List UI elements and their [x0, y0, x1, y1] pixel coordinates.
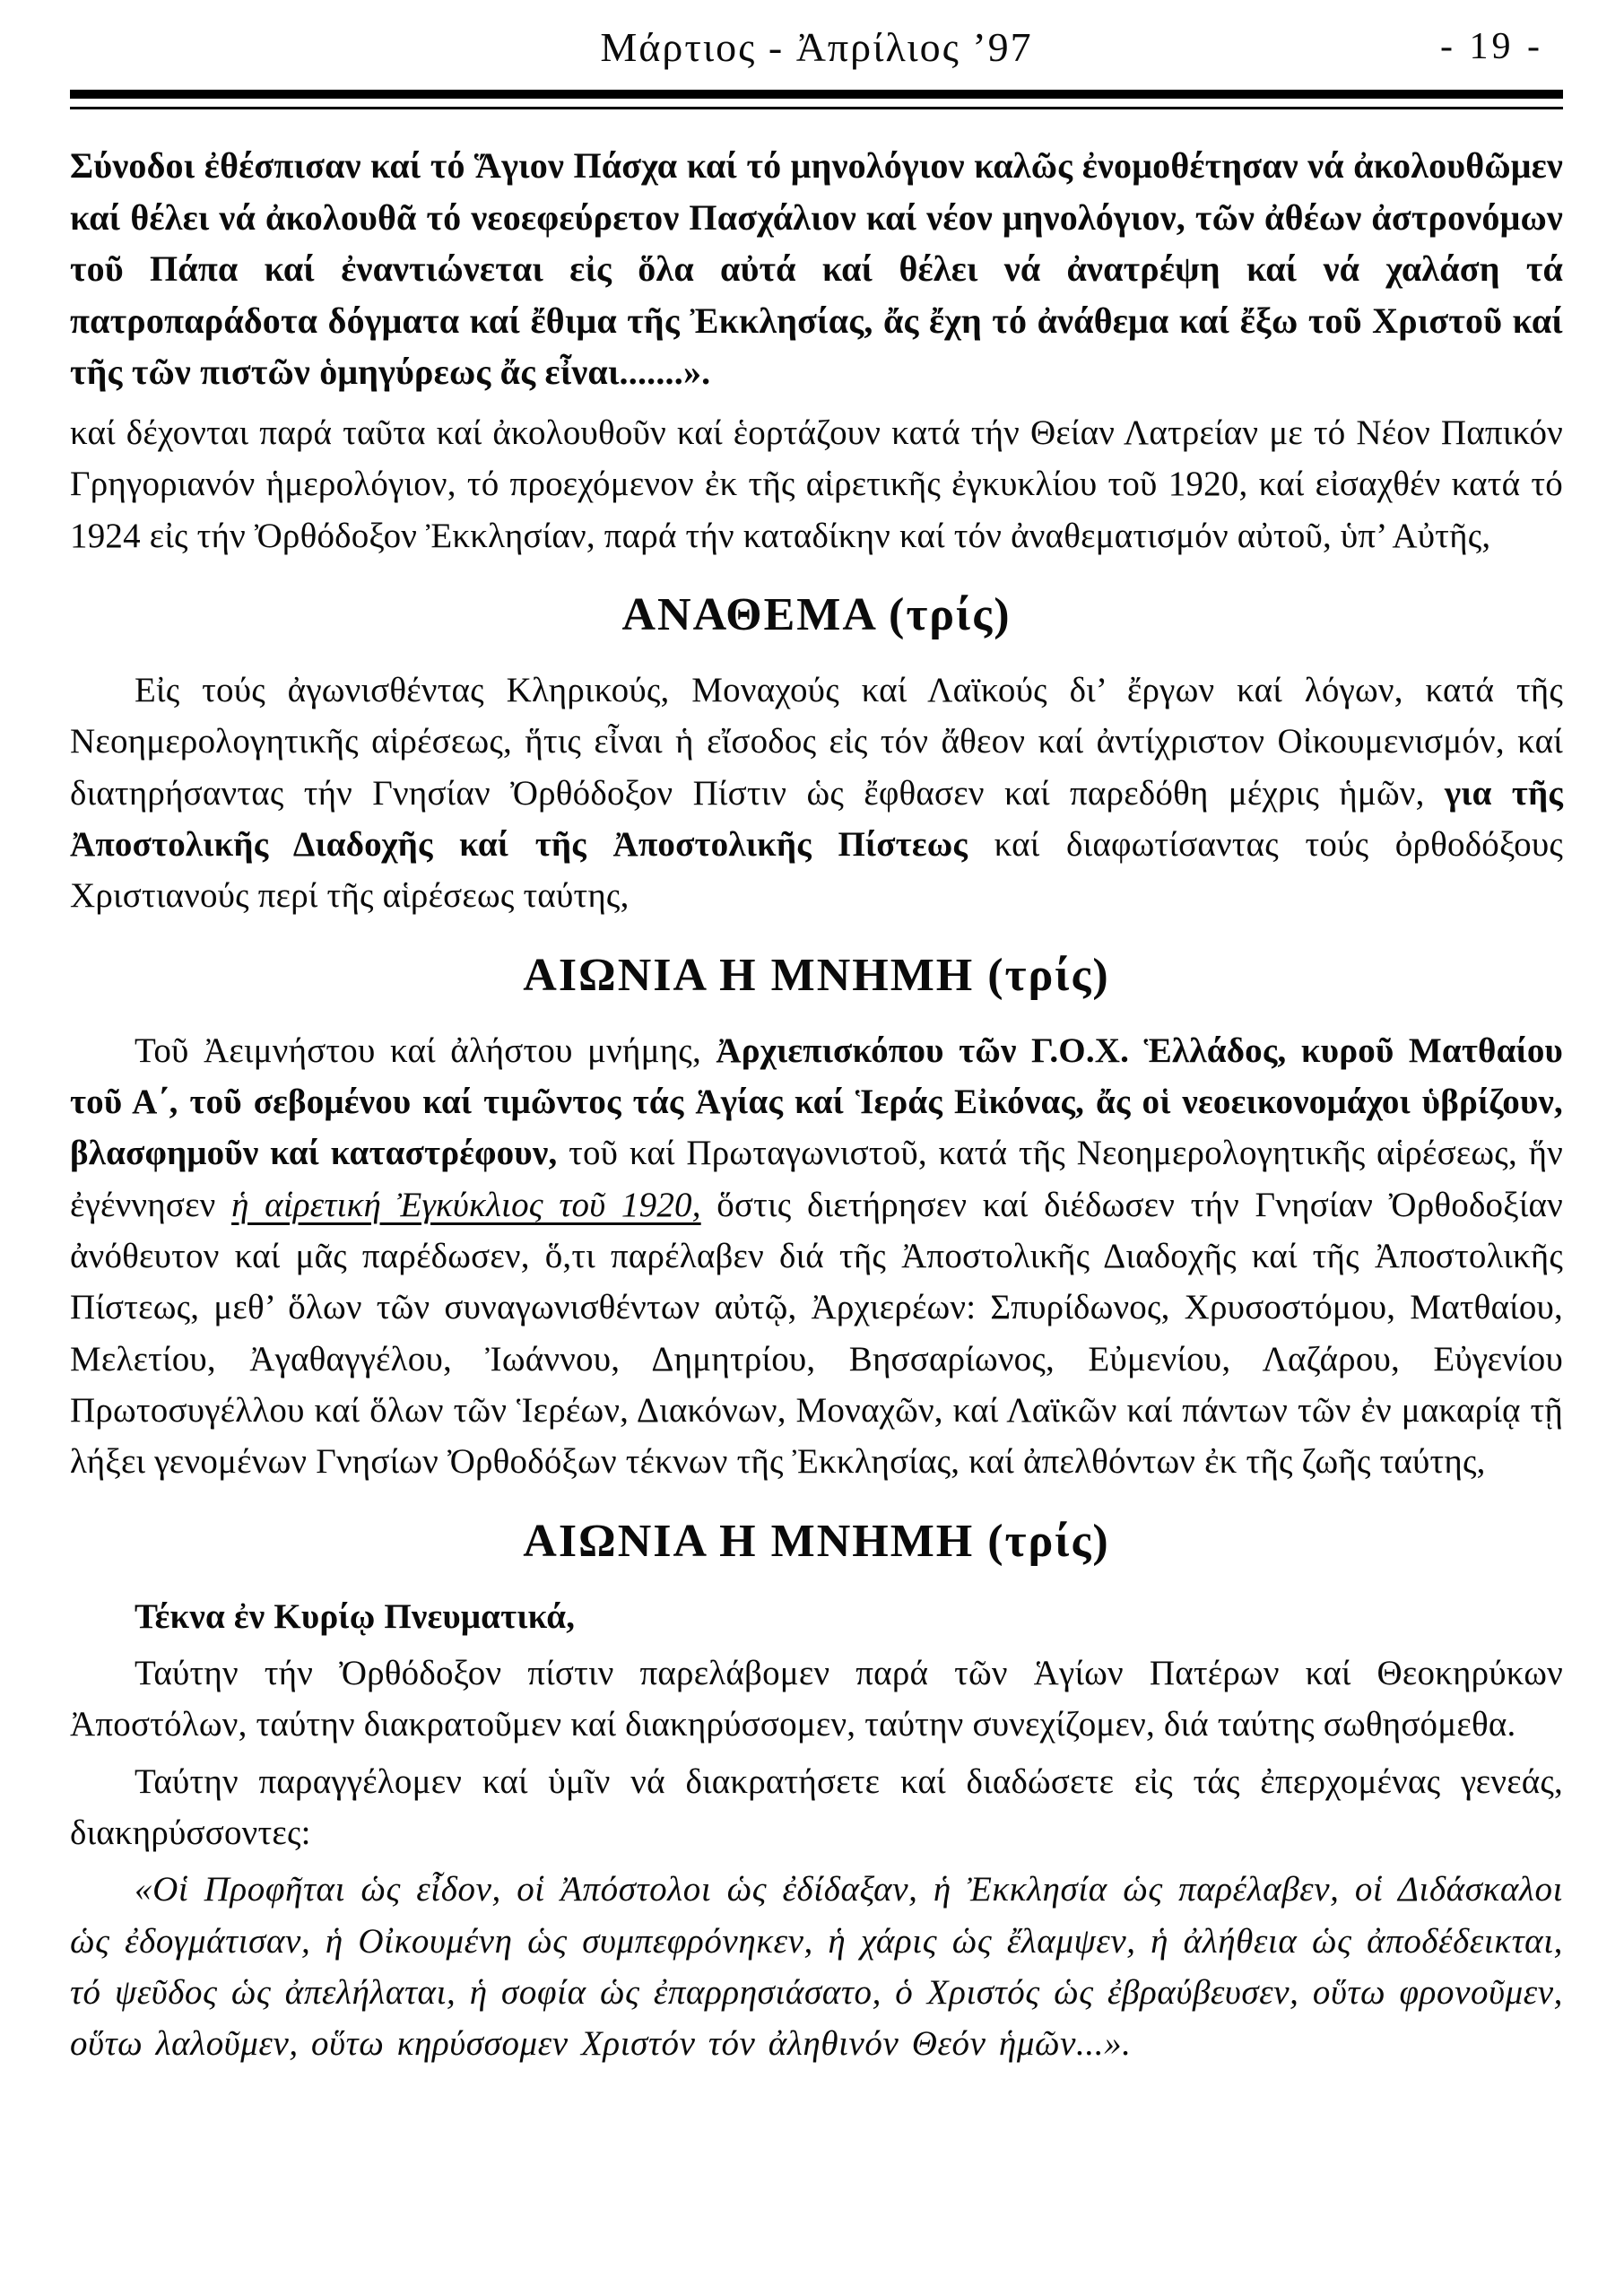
text-run: τοῦ καί Πρωταγωνιστοῦ, κατά τῆς Νεοημερολογητικῆς αἱρέσεως, ἥν ἐγέννησεν [70, 1134, 1563, 1224]
page-header [70, 16, 1563, 86]
page-number: - 19 - [1440, 26, 1543, 67]
text-run: καί δέχονται παρά ταῦτα καί ἀκολουθοῦν καί ἑορτάζουν κατά τήν Θείαν Λατρείαν με τό Νέον Παπικόν Γρηγοριανόν ἡμερολόγιον, τό προεχόμενον ἐκ τῆς αἱρετικῆς ἐγκυκλίου τοῦ 1920, καί εἰσαχθέν κατά τό 1924 εἰς τήν Ὀρθόδοξον Ἐκκλησίαν, παρά τήν καταδίκην καί τόν ἀναθεματισμόν αὐτοῦ, ὑπ’ Αὐτῆς, [70, 413, 1563, 555]
text-run: «Οἱ Προφῆται ὡς εἶδον, οἱ Ἀπόστολοι ὡς ἐδίδαξαν, ἡ Ἐκκλησία ὡς παρέλαβεν, οἱ Διδάσκαλοι ὡς ἐδογμάτισαν, ἡ Οἰκουμένη ὡς συμπεφρόνηκεν, ἡ χάρις ὡς ἔλαμψεν, ἡ ἀλήθεια ὡς ἀποδέδεικται, τό ψεῦδος ὡς ἀπελήλαται, ἡ σοφία ὡς ἐπαρρησιάσατο, ὁ Χριστός ὡς ἐβραύβευσεν, οὕτω φρονοῦμεν, οὕτω λαλοῦμεν, οὕτω κηρύσσομεν Χριστόν τόν ἀληθινόν Θεόν ἡμῶν...». [70, 1870, 1563, 2064]
text-run: ὅστις διετήρησεν καί διέδωσεν τήν Γνησίαν Ὀρθοδοξίαν ἀνόθευτον καί μᾶς παρέδωσεν, ὅ,τι παρέλαβεν διά τῆς Ἀποστολικῆς Διαδοχῆς καί τῆς Ἀποστολικῆς Πίστεως, μεθ’ ὅλων τῶν συναγωνισθέντων αὐτῷ, Ἀρχιερέων: Σπυρίδωνος, Χρυσοστόμου, Ματθαίου, Μελετίου, Ἀγαθαγγέλου, Ἰωάννου, Δημητρίου, Βησσαρίωνος, Εὐμενίου, Λαζάρου, Εὐγενίου Πρωτοσυγέλλου καί ὅλων τῶν Ἱερέων, Διακόνων, Μοναχῶν, καί Λαϊκῶν καί πάντων τῶν ἐν μακαρίᾳ τῇ λήξει γενομένων Γνησίων Ὀρθοδόξων τέκνων τῆς Ἐκκλησίας, καί ἀπελθόντων ἐκ τῆς ζωῆς ταύτης, [70, 1185, 1563, 1482]
document-paragraph [70, 1756, 1563, 1859]
document-paragraph [70, 1864, 1563, 2069]
text-run: ἡ αἱρετική Ἐγκύκλιος τοῦ 1920, [231, 1185, 701, 1224]
document-paragraph [70, 407, 1563, 561]
document-paragraph [70, 1591, 1563, 1642]
text-run: Ταύτην παραγγέλομεν καί ὑμῖν νά διακρατήσετε καί διαδώσετε εἰς τάς ἐπερχομένας γενεάς, διακηρύσσοντες: [70, 1761, 1563, 1852]
document-paragraph [70, 140, 1563, 398]
header-rule [70, 90, 1563, 109]
text-run: καί διαφωτίσαντας τούς ὀρθοδόξους Χριστιανούς περί τῆς αἱρέσεως ταύτης, [70, 824, 1563, 916]
section-heading: ΑΙΩΝΙΑ Η ΜΝΗΜΗ (τρίς) [523, 949, 1110, 1001]
document-paragraph [70, 1648, 1563, 1751]
text-run: Τέκνα ἐν Κυρίῳ Πνευματικά, [135, 1596, 576, 1636]
section-heading: ΑΙΩΝΙΑ Η ΜΝΗΜΗ (τρίς) [523, 1515, 1110, 1567]
text-run: Εἰς τούς ἀγωνισθέντας Κληρικούς, Μοναχούς καί Λαϊκούς δι’ ἔργων καί λόγων, κατά τῆς Νεοημερολογητικῆς αἱρέσεως, ἥτις εἶναι ἡ εἴσοδος εἰς τόν ἄθεον καί ἀντίχριστον Οἰκουμενισμόν, καί διατηρήσαντας τήν Γνησίαν Ὀρθόδοξον Πίστιν ὡς ἔφθασεν καί παρεδόθη μέχρις ἡμῶν, [70, 670, 1563, 813]
text-run: Σύνοδοι ἐθέσπισαν καί τό Ἅγιον Πάσχα καί τό μηνολόγιον καλῶς ἐνομοθέτησαν νά ἀκολουθῶμεν καί θέλει νά ἀκολουθᾶ τό νεοεφεύρετον Πασχάλιον καί νέον μηνολόγιον, τῶν ἀθέων ἀστρονόμων τοῦ Πάπα καί ἐναντιώνεται εἰς ὅλα αὐτά καί θέλει νά ἀνατρέψη καί νά χαλάση τά πατροπαράδοτα δόγματα καί ἔθιμα τῆς Ἐκκλησίας, ἄς ἔχη τό ἀνάθεμα καί ἔξω τοῦ Χριστοῦ καί τῆς τῶν πιστῶν ὁμηγύρεως ἄς εἶναι.......». [70, 145, 1563, 393]
document-paragraph [70, 665, 1563, 922]
document-paragraph [70, 1025, 1563, 1488]
journal-title: Μάρτιος - Ἀπρίλιος ’97 [600, 24, 1033, 70]
text-run: Ἀρχιεπισκόπου τῶν Γ.Ο.Χ. Ἑλλάδος, κυροῦ Ματθαίου τοῦ Α΄, τοῦ σεβομένου καί τιμῶντος τάς Ἁγίας καί Ἱεράς Εἰκόνας, ἄς οἱ νεοεικονομάχοι ὑβρίζουν, βλασφημοῦν καί καταστρέφουν, [70, 1031, 1564, 1173]
document-body [70, 140, 1563, 2070]
section-heading: ΑΝΑΘΕΜΑ (τρίς) [621, 588, 1012, 640]
text-run: για τῆς Ἀποστολικῆς Διαδοχῆς καί τῆς Ἀποστολικῆς Πίστεως [70, 773, 1563, 864]
text-run: Ταύτην τήν Ὀρθόδοξον πίστιν παρελάβομεν παρά τῶν Ἁγίων Πατέρων καί Θεοκηρύκων Ἀποστόλων, ταύτην διακρατοῦμεν καί διακηρύσσομεν, ταύτην συνεχίζομεν, διά ταύτης σωθησόμεθα. [70, 1653, 1563, 1744]
text-run: Τοῦ Ἀειμνήστου καί ἀλήστου μνήμης, [135, 1031, 716, 1070]
